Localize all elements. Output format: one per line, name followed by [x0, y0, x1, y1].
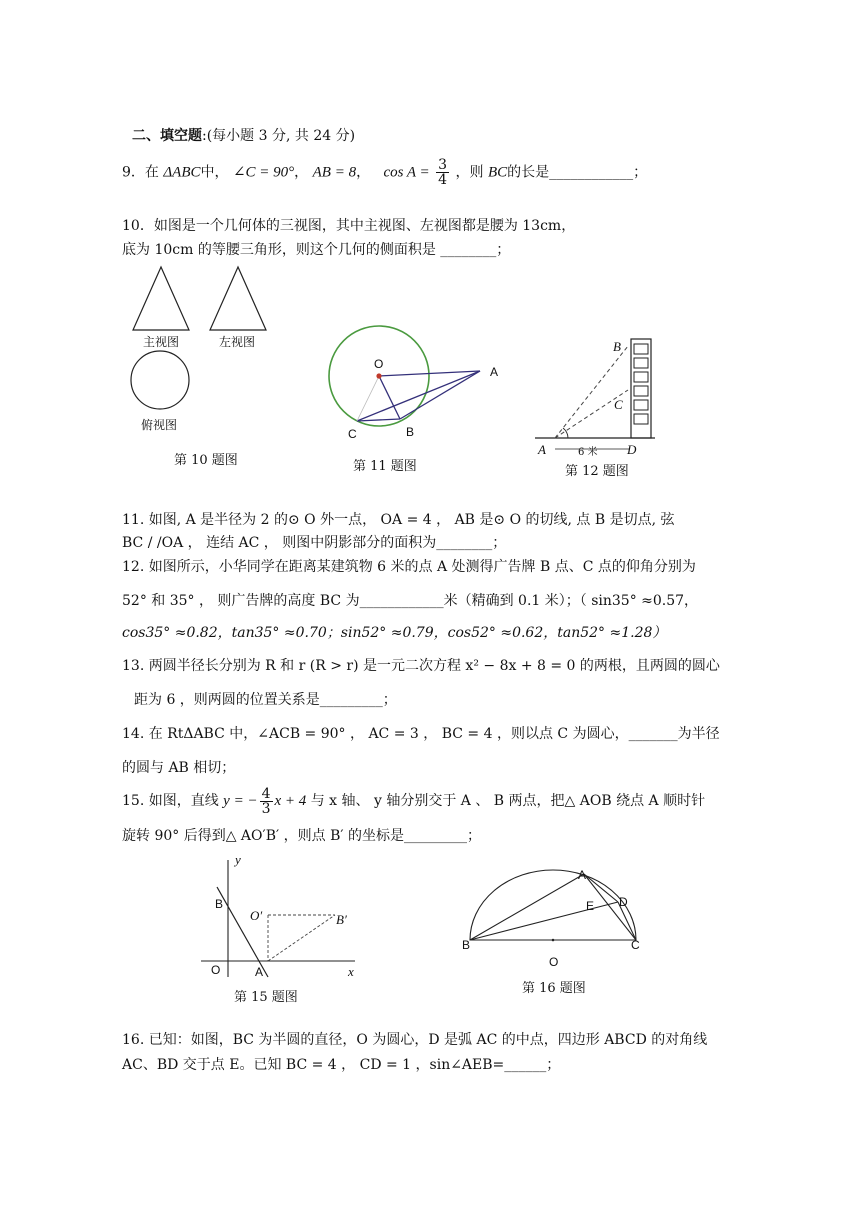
- label-a: A: [538, 442, 546, 457]
- q16-line1: 16. 已知：如图，BC 为半圆的直径，O 为圆心，D 是弧 AC 的中点，四边形 ABCD 的对角线: [122, 1032, 708, 1048]
- q9-fraction: [436, 158, 449, 187]
- segment-ad: [584, 874, 618, 902]
- q9-text2: ，则: [455, 164, 484, 181]
- label-c: C: [348, 427, 357, 441]
- label-b: B: [406, 425, 415, 439]
- q10-line2: 底为 10cm 的等腰三角形，则这个几何的侧面积是 ________；: [122, 242, 511, 258]
- q13-line2: 距为 6 ，则两圆的位置关系是_________；: [134, 692, 397, 708]
- q15-frac-num: 4: [261, 785, 271, 802]
- figure-12: [530, 336, 660, 461]
- q9-frac-den: 4: [438, 172, 448, 188]
- q10-line1: 10．如图是一个几何体的三视图，其中主视图、左视图都是腰为 13cm，: [122, 218, 576, 234]
- section-title: 二、填空题: [132, 128, 202, 144]
- segment-ba: [470, 874, 584, 940]
- left-view-label: 左视图: [219, 335, 256, 349]
- distance-label: 6 米: [578, 447, 598, 458]
- label-b: B: [613, 339, 621, 354]
- q15-line2: 旋转 90° 后得到△ AO′B′ ，则点 B′ 的坐标是_________；: [122, 828, 481, 844]
- fig10-caption: 第 10 题图: [174, 453, 238, 468]
- label-c: C: [631, 938, 640, 952]
- q9-cos: cos A =: [383, 164, 430, 181]
- segment-cb: [357, 419, 400, 421]
- q12-line2: 52° 和 35° ， 则广告牌的高度 BC 为____________米（精确到 0.1 米）；（ sin35° ≈0.57，: [122, 593, 699, 609]
- q13-line1: 13. 两圆半径长分别为 R 和 r (R > r) 是一元二次方程 x² − 8x + 8 = 0 的两根，且两圆的圆心: [122, 658, 720, 674]
- q11-line2: BC / /OA ， 连结 AC ， 则图中阴影部分的面积为________；: [122, 535, 507, 551]
- q15-eq-left: y = −: [223, 793, 258, 809]
- q14-line2: 的圆与 AB 相切；: [122, 760, 236, 776]
- label-a: A: [578, 868, 587, 882]
- label-o: O: [211, 963, 221, 977]
- left-view-triangle: [210, 267, 266, 330]
- figure-16: [460, 862, 650, 970]
- label-o-prime: O′: [250, 908, 263, 923]
- q14-line1: 14. 在 RtΔABC 中，∠ACB = 90° ， AC = 3 ， BC = 4 ，则以点 C 为圆心，_______为半径: [122, 726, 720, 742]
- label-b: B: [462, 938, 471, 952]
- q9-bc: BC: [487, 164, 508, 181]
- line-ab: [217, 887, 268, 977]
- fig11-caption: 第 11 题图: [353, 459, 417, 474]
- building-windows: [634, 344, 648, 424]
- section-note: :(每小题 3 分, 共 24 分): [202, 128, 356, 144]
- fig12-caption: 第 12 题图: [565, 464, 629, 479]
- center-o: [552, 939, 555, 942]
- top-view-circle: [131, 351, 189, 409]
- front-view-triangle: [133, 267, 189, 330]
- q16-line2: AC、BD 交于点 E。已知 BC = 4 ， CD = 1 ，sin∠AEB=______；: [122, 1057, 561, 1073]
- q9-triangle: ΔABC: [163, 164, 201, 181]
- label-x: x: [348, 964, 354, 979]
- q15-eq-right: x + 4: [274, 793, 307, 809]
- center-point: [376, 373, 381, 378]
- label-b-prime: B′: [336, 912, 347, 927]
- q12-line1: 12. 如图所示，小华同学在距离某建筑物 6 米的点 A 处测得广告牌 B 点、C 点的仰角分别为: [122, 559, 696, 575]
- semicircle: [470, 870, 636, 940]
- q9-number: 9．在: [122, 164, 159, 181]
- segment-oc: [357, 376, 379, 421]
- segment-ob: [379, 376, 400, 419]
- q9-answer-blank: 的长是____________；: [507, 164, 648, 181]
- fig15-caption: 第 15 题图: [234, 990, 298, 1005]
- label-e: E: [586, 899, 595, 913]
- fig16-caption: 第 16 题图: [522, 981, 586, 996]
- label-b: B: [215, 897, 224, 911]
- q9-text: 中，: [200, 164, 229, 181]
- figure-15: [195, 852, 365, 982]
- q15-frac-den: 3: [261, 800, 271, 817]
- q9-ab: AB = 8: [312, 164, 357, 181]
- q9-comma: ，: [294, 164, 309, 181]
- q15-fraction: [260, 787, 273, 816]
- q9-angle: ∠C = 90°: [232, 164, 295, 181]
- label-a: A: [490, 365, 499, 379]
- segment-ac: [357, 371, 480, 421]
- label-c: C: [614, 397, 623, 412]
- q9-frac-num: 3: [438, 157, 448, 173]
- front-view-label: 主视图: [143, 335, 180, 349]
- q9-comma2: ，: [356, 164, 371, 181]
- segment-ab: [400, 371, 480, 419]
- q15-line1: [122, 782, 705, 820]
- label-a: A: [255, 965, 264, 979]
- segment-a-b-prime: [268, 915, 335, 961]
- section-heading: [132, 126, 355, 146]
- figure-11: [320, 320, 520, 450]
- q12-line3: cos35° ≈0.82，tan35° ≈0.70；sin52° ≈0.79，cos52° ≈0.62，tan52° ≈1.28）: [122, 625, 667, 641]
- label-d: D: [627, 442, 637, 457]
- label-o: O: [374, 357, 384, 371]
- label-o: O: [549, 955, 559, 969]
- label-d: D: [619, 895, 628, 909]
- segment-bd: [470, 902, 618, 940]
- question-9: [122, 158, 647, 187]
- label-y: y: [235, 852, 241, 867]
- sight-line-b: [555, 346, 628, 438]
- q15-pre: 15. 如图，直线: [122, 793, 219, 809]
- q15-post: 与 x 轴、 y 轴分别交于 A 、 B 两点，把△ AOB 绕点 A 顺时针: [310, 793, 706, 809]
- top-view-label: 俯视图: [141, 418, 178, 432]
- q11-line1: 11. 如图, A 是半径为 2 的⊙ O 外一点， OA = 4 ， AB 是⊙ O 的切线, 点 B 是切点, 弦: [122, 512, 675, 528]
